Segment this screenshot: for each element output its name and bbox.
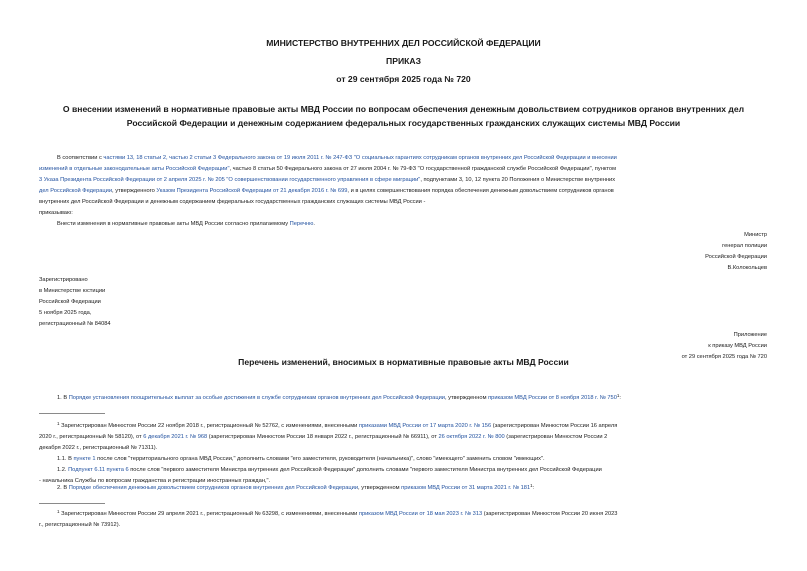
- point-1-link[interactable]: пункте 1: [73, 456, 96, 462]
- order-text: [57, 219, 315, 230]
- text: 1.1. В: [57, 456, 74, 462]
- text: 1. В: [57, 395, 69, 401]
- text: Зарегистрирован Минюстом России 22 ноября 2018 г., регистрационный № 52762, с изменениями, внесенными: [59, 423, 359, 429]
- footnote-2-line-2: г., регистрационный № 73912).: [39, 522, 121, 528]
- text: .: [313, 221, 316, 227]
- order-link-156[interactable]: приказами МВД России от 17 марта 2020 г. № 156: [358, 423, 492, 429]
- text: , утвержденном: [444, 395, 489, 401]
- order-link-968[interactable]: 6 декабря 2021 г. № 968: [143, 434, 208, 440]
- law-link-247fz[interactable]: частями 13, 18 статьи 2, частью 2 статьи 3 Федерального закона от 19 июля 2011 г. № 247-ФЗ "О социальных гарантиях сотрудникам органов внутренних дел Российской Федерации и внесении: [103, 155, 617, 161]
- signature-name: В.Колокольцев: [727, 265, 767, 271]
- footnote-mark: 1: [57, 421, 60, 426]
- order-link-313[interactable]: приказом МВД России от 18 мая 2023 г. № 313: [358, 511, 483, 517]
- footnote-mark: 1: [57, 509, 60, 514]
- footnote-1-line-2: [39, 432, 607, 443]
- signature-line-3: Российской Федерации: [705, 254, 767, 260]
- preamble-line-2: [39, 164, 616, 175]
- registration-line-1: Зарегистрировано: [39, 277, 88, 283]
- doc-date-number: от 29 сентября 2025 года № 720: [336, 74, 471, 84]
- sub-item-1-2: [57, 465, 602, 476]
- order-link-181[interactable]: приказом МВД России от 31 марта 2021 г. № 181: [401, 485, 531, 491]
- order-link-181-procedure[interactable]: Порядке обеспечения денежным довольствием сотрудников органов внутренних дел Российской Федерации: [68, 485, 359, 491]
- decree-link-205[interactable]: 3 Указа Президента Российской Федерации от 2 апреля 2025 г. № 205 "О совершенствовании государственного управления в сфере миграции": [39, 177, 421, 183]
- signature-line-1: Министр: [744, 232, 767, 238]
- text: Зарегистрирован Минюстом России 29 апреля 2021 г., регистрационный № 63298, с изменениями, внесенными: [59, 511, 359, 517]
- text: 2020 г., регистрационный № 58120), от: [39, 434, 144, 440]
- sub-item-1-2-cont: - начальника Службы по вопросам гражданства и регистрации иностранных граждан,".: [39, 478, 271, 484]
- decree-link-699[interactable]: Указом Президента Российской Федерации от 21 декабря 2016 г. № 699: [156, 188, 348, 194]
- signature-line-2: генерал полиции: [722, 243, 767, 249]
- text: после слов "первого заместителя Министра внутренних дел Российской Федерации" дополнить словами "первого заместителя Министра внутренних дел Российской Федерации: [128, 467, 602, 473]
- item-2: [57, 483, 534, 494]
- footnote-2-line-1: [57, 509, 617, 520]
- text: , частью 8 статьи 50 Федерального закона от 27 июля 2004 г. № 79-ФЗ "О государственной гражданской службе Российской Федерации", пунктом: [229, 166, 617, 172]
- footnote-1-line-1: [57, 421, 617, 432]
- preamble-line-5: внутренних дел Российской Федерации и денежным содержанием федеральных государственных гражданских служащих системы МВД России -: [39, 199, 426, 205]
- footnote-divider: [39, 503, 105, 504]
- footnote-divider: [39, 413, 105, 414]
- preamble-line-3: [39, 175, 615, 186]
- item-1: [57, 393, 621, 404]
- text: 1.2.: [57, 467, 69, 473]
- ministry-name: МИНИСТЕРСТВО ВНУТРЕННИХ ДЕЛ РОССИЙСКОЙ ФЕДЕРАЦИИ: [266, 38, 541, 48]
- text: (зарегистрирован Минюстом России 16 апреля: [491, 423, 618, 429]
- text: В соответствии с: [57, 155, 104, 161]
- appendix-line-2: к приказу МВД России: [708, 343, 767, 349]
- preamble-line-4: [39, 186, 614, 197]
- footnote-ref-1[interactable]: 1: [616, 393, 620, 398]
- registration-line-4: 5 ноября 2025 года,: [39, 310, 92, 316]
- subpoint-6-11-link[interactable]: Подпункт 6.11 пункта 6: [68, 467, 129, 473]
- text: , подпунктами 3, 10, 12 пункта 20 Положения о Министерстве внутренних: [420, 177, 616, 183]
- doc-type: ПРИКАЗ: [386, 56, 421, 66]
- text: (зарегистрирован Минюстом России 18 января 2022 г., регистрационный № 66911), от: [207, 434, 439, 440]
- text: (зарегистрирован Минюстом России 2: [504, 434, 608, 440]
- footnote-ref-2[interactable]: 1: [530, 483, 533, 488]
- order-link-750-procedure[interactable]: Порядке установления поощрительных выплат за особые достижения в службе сотрудникам органов внутренних дел Российской Федерации: [68, 395, 445, 401]
- registration-line-2: в Министерстве юстиции: [39, 288, 106, 294]
- preamble-line-6: приказываю:: [39, 210, 73, 216]
- text: , и в целях совершенствования порядка обеспечения денежным довольствием сотрудников органов: [347, 188, 614, 194]
- regulation-link[interactable]: дел Российской Федерации: [39, 188, 113, 194]
- registration-line-5: регистрационный № 84084: [39, 321, 111, 327]
- appendix-title: Перечень изменений, вносимых в нормативные правовые акты МВД России: [238, 357, 569, 367]
- order-link-800[interactable]: 26 октября 2022 г. № 800: [438, 434, 505, 440]
- sub-item-1-1: [57, 454, 545, 465]
- doc-title-line-2: Российской Федерации и денежным содержанием федеральных государственных гражданских служащих системы МВД России: [126, 118, 681, 128]
- footnote-1-line-3: декабря 2022 г., регистрационный № 71311).: [39, 445, 158, 451]
- text: (зарегистрирован Минюстом России 20 июня 2023: [482, 511, 618, 517]
- text: :: [619, 395, 621, 401]
- order-link-750[interactable]: приказом МВД России от 8 ноября 2018 г. № 750: [488, 395, 617, 401]
- text: Внести изменения в нормативные правовые акты МВД России согласно прилагаемому: [57, 221, 290, 227]
- registration-line-3: Российской Федерации: [39, 299, 101, 305]
- text: , утвержденном: [358, 485, 402, 491]
- text: , утвержденного: [112, 188, 157, 194]
- preamble-line-1: [57, 153, 617, 164]
- law-link-247fz-cont[interactable]: изменений в отдельные законодательные акты Российской Федерации": [39, 166, 230, 172]
- doc-title-line-1: О внесении изменений в нормативные правовые акты МВД России по вопросам обеспечения денежным довольствием сотрудников органов внутренних дел: [62, 104, 745, 114]
- appendix-line-3: от 29 сентября 2025 года № 720: [681, 354, 767, 360]
- text: 2. В: [57, 485, 69, 491]
- appendix-line-1: Приложение: [733, 332, 767, 338]
- text: после слов "территориального органа МВД России," дополнить словами "его заместителя, руководителя (начальника)", слово "имеющего" заменить словом "имеющих".: [95, 456, 545, 462]
- text: :: [532, 485, 535, 491]
- list-link[interactable]: Перечню: [289, 221, 314, 227]
